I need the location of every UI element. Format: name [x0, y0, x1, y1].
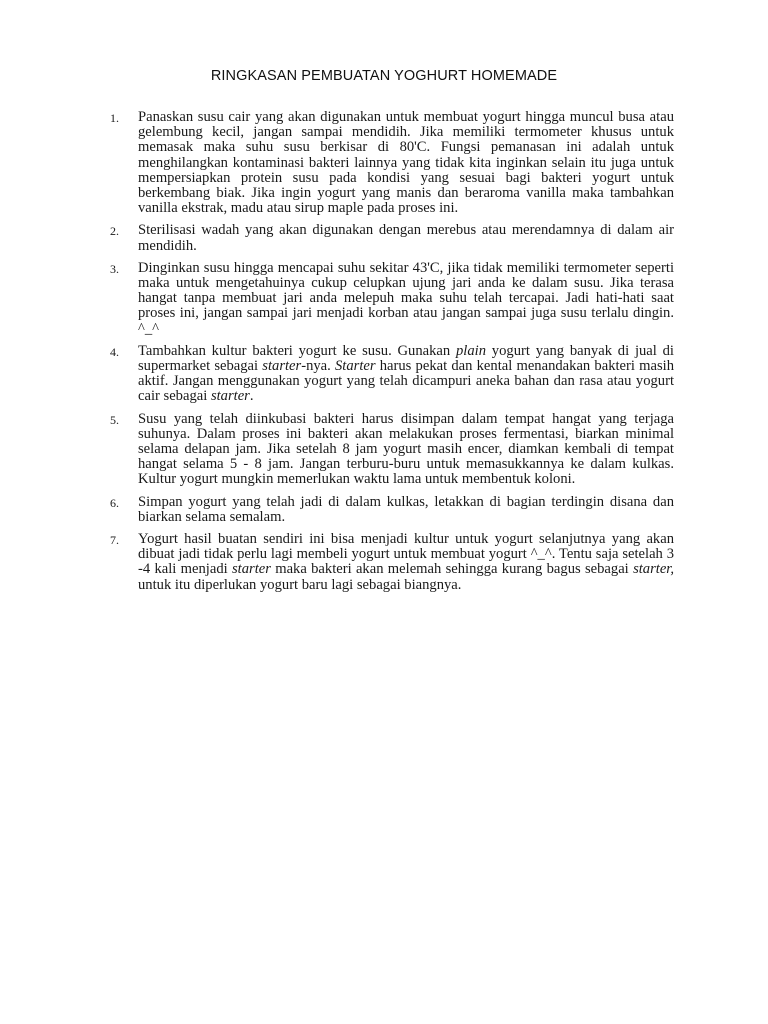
- italic-term: plain: [456, 342, 486, 359]
- step-text: Dinginkan susu hingga mencapai suhu sekitar 43'C, jika tidak memiliki termometer seperti maka untuk mengetahuinya cukup celupkan ujung jari anda ke dalam susu. Jika terasa hangat tanpa membuat jari anda melepuh maka suhu telah tercapai. Jadi hati-hati saat proses ini, jangan sampai jari menjadi korban atau jangan sampai juga susu terlalu dingin. ^_^: [138, 259, 674, 337]
- step-text: Sterilisasi wadah yang akan digunakan dengan merebus atau merendamnya di dalam air mendidih.: [138, 222, 674, 254]
- step-text: Simpan yogurt yang telah jadi di dalam kulkas, letakkan di bagian terdingin disana dan biarkan selama semalam.: [138, 493, 674, 525]
- step-number: 4.: [110, 344, 119, 359]
- italic-term: starter,: [633, 561, 675, 578]
- step-item: [110, 344, 674, 405]
- step-number: 2.: [110, 224, 119, 239]
- step-text: Panaskan susu cair yang akan digunakan untuk membuat yogurt hingga muncul busa atau gelembung kecil, jangan sampai mendidih. Jika memiliki termometer khusus untuk memasak maka suhu susu berkisar di 80'C. Fungsi pemanasan ini adalah untuk menghilangkan kontaminasi bakteri lainnya yang tidak kita inginkan selain itu juga untuk mempersiapkan protein susu pada kondisi yang sesuai bagi bakteri yogurt untuk berkembang biak. Jika ingin yogurt yang manis dan beraroma vanilla maka tambahkan vanilla ekstrak, madu atau sirup maple pada proses ini.: [138, 109, 674, 217]
- step-number: 7.: [110, 533, 119, 548]
- step-item: [110, 412, 674, 488]
- step-item: [110, 495, 674, 525]
- step-number: 3.: [110, 261, 119, 276]
- italic-term: starter: [262, 358, 302, 375]
- step-number: 1.: [110, 111, 119, 125]
- italic-term: starter: [231, 561, 271, 578]
- step-text: Yogurt hasil buatan sendiri ini bisa menjadi kultur untuk yogurt selanjutnya yang akan dibuat jadi tidak perlu lagi membeli yogurt untuk membuat yogurt ^_^. Tentu saja setelah 3 -4 kali menjadi starter maka bakteri akan melemah sehingga kurang bagus sebagai starter, untuk itu diperlukan yogurt baru lagi sebagai biangnya.: [138, 531, 675, 593]
- step-number: 6.: [110, 495, 119, 510]
- steps-list: [110, 110, 674, 600]
- step-item: [110, 110, 674, 216]
- step-item: [110, 261, 674, 337]
- document-title: RINGKASAN PEMBUATAN YOGHURT HOMEMADE: [210, 68, 558, 84]
- step-item: [110, 223, 674, 253]
- step-text: Susu yang telah diinkubasi bakteri harus disimpan dalam tempat hangat yang terjaga suhunya. Dalam proses ini bakteri akan melakukan proses fermentasi, biarkan minimal selama delapan jam. Jika setelah 8 jam yogurt masih encer, diamkan kembali di tempat hangat selama 5 - 8 jam. Jangan terburu-buru untuk memasukkannya ke dalam kulkas. Kultur yogurt mungkin memerlukan waktu lama untuk membentuk koloni.: [138, 410, 674, 488]
- italic-term: Starter: [335, 358, 376, 375]
- step-text: Tambahkan kultur bakteri yogurt ke susu. Gunakan plain yogurt yang banyak di jual di supermarket sebagai starter-nya. Starter harus pekat dan kental menandakan bakteri masih aktif. Jangan menggunakan yogurt yang telah dicampuri aneka bahan dan rasa atau yogurt cair sebagai starter.: [138, 342, 675, 405]
- step-number: 5.: [110, 412, 119, 427]
- step-item: [110, 532, 674, 593]
- italic-term: starter: [210, 388, 250, 405]
